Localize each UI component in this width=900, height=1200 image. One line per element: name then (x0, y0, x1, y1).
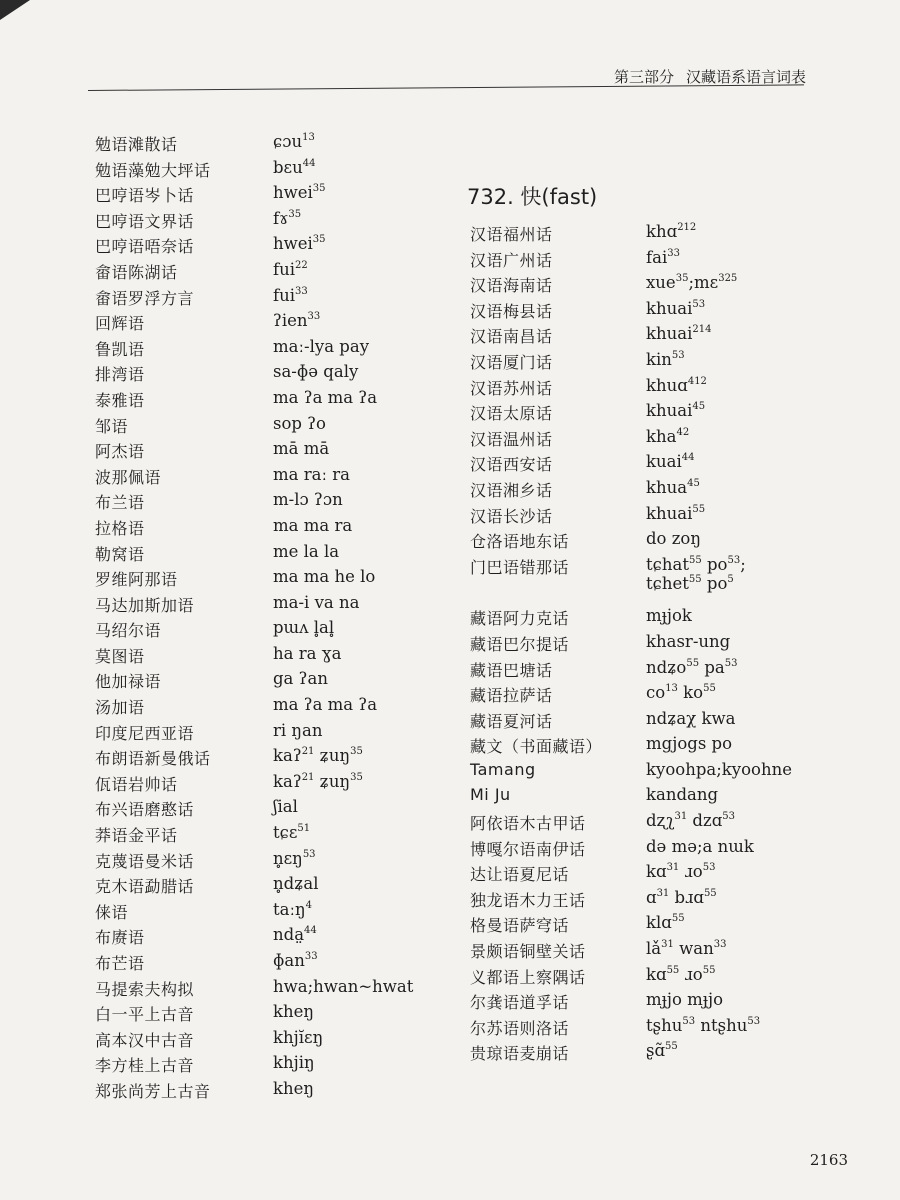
transcription-value: khjĭɛŋ (273, 1027, 324, 1047)
language-label: 克蔑语曼米话 (95, 851, 195, 871)
transcription-value: ɸan$^{33}$ (273, 951, 318, 970)
transcription-value: kaʔ$^{21}$ ʑuŋ$^{35}$ (273, 746, 363, 766)
transcription-value: khasr-ung (646, 631, 731, 651)
transcription-value: ma raː ra (273, 464, 350, 484)
transcription-value: taːŋ$^4$ (273, 899, 313, 919)
transcription-value: dʐʅ$^{31}$ dzɑ$^{53}$ (646, 811, 735, 831)
transcription-value: mɟjo mɟjo (646, 990, 724, 1010)
transcription-value: khuai$^{53}$ (646, 298, 706, 318)
transcription-value: khuai$^{45}$ (646, 401, 706, 421)
language-label: 布兰语 (95, 493, 145, 513)
language-label: 藏语巴塘话 (470, 660, 553, 680)
language-label: 仓洛语地东话 (470, 532, 570, 552)
transcription-value: tɕhat$^{55}$ $po^{53}$; tɕhet$^{55}$ $po^5$ (646, 554, 746, 593)
transcription-value: fɤ$^{35}$ (273, 208, 302, 228)
language-label: 阿依语木古甲话 (470, 814, 586, 834)
transcription-value: me la la (273, 541, 340, 561)
language-label: 罗维阿那语 (95, 570, 178, 590)
language-label: 格曼语萨穹话 (470, 916, 570, 936)
language-label: 独龙语木力王话 (470, 890, 586, 910)
section-title: 732. 快(fast) (467, 185, 598, 209)
language-label: 佤语岩帅话 (95, 774, 178, 794)
transcription-value: ʂɑ̃$^{55}$ (646, 1041, 678, 1061)
transcription-value: ga ʔan (273, 669, 328, 689)
transcription-value: khuɑ$^{412}$ (646, 375, 707, 395)
language-label: 汉语长沙话 (470, 506, 553, 526)
transcription-value: kyoohpa;kyoohne (646, 759, 792, 779)
transcription-value: hwei$^{35}$ (273, 183, 326, 203)
transcription-value: pɯʌ l̥al̥ (273, 618, 335, 638)
language-label: Mi Ju (470, 785, 511, 805)
corner-shadow (0, 0, 30, 20)
language-label: 汤加语 (95, 698, 145, 718)
language-label: 义都语上察隅话 (470, 967, 586, 987)
language-label: Tamang (470, 759, 536, 779)
language-label: 他加禄语 (95, 672, 162, 692)
transcription-value: kheŋ (273, 1002, 315, 1022)
transcription-value: n̥ɛŋ$^{53}$ (273, 848, 316, 868)
transcription-value: tʂhu$^{53}$ ntʂhu$^{53}$ (646, 1015, 761, 1035)
transcription-value: bɛu$^{44}$ (273, 157, 316, 177)
transcription-value: khuai$^{55}$ (646, 503, 706, 523)
language-label: 贵琼语麦崩话 (470, 1044, 570, 1064)
language-label: 藏文（书面藏语） (470, 737, 603, 757)
language-label: 景颇语铜壁关话 (470, 942, 586, 962)
transcription-value: mā mā (273, 439, 330, 459)
language-label: 拉格语 (95, 518, 145, 538)
language-label: 汉语温州话 (470, 429, 553, 449)
language-label: 汉语太原话 (470, 404, 553, 424)
transcription-value: $lǎ^{31}$ wan$^{33}$ (646, 939, 727, 959)
language-label: 俫语 (95, 902, 129, 922)
language-label: 汉语海南话 (470, 276, 553, 296)
language-label: 莽语金平话 (95, 826, 178, 846)
transcription-value: khɑ$^{212}$ (646, 222, 697, 241)
language-label: 鲁凯语 (95, 339, 145, 359)
language-label: 阿杰语 (95, 442, 145, 462)
language-label: 布兴语磨憨话 (95, 800, 195, 820)
transcription-value: hwei$^{35}$ (273, 234, 326, 254)
transcription-value: ma ma he lo (273, 567, 376, 587)
transcription-value: tɕɛ$^{51}$ (273, 823, 311, 843)
transcription-value: kɑ$^{31}$ ɹo$^{53}$ (646, 862, 716, 882)
language-label: 汉语西安话 (470, 455, 553, 475)
language-label: 马绍尔语 (95, 621, 162, 641)
transcription-value: ndʑaχ kwa (646, 708, 736, 728)
transcription-value: də mə;a nɯk (646, 836, 754, 856)
transcription-value: ʃial (273, 797, 298, 817)
transcription-value: fai$^{33}$ (646, 247, 680, 267)
language-label: 莫图语 (95, 646, 145, 666)
language-label: 畲语陈湖话 (95, 262, 178, 282)
language-label: 马达加斯加语 (95, 595, 195, 615)
language-label: 勉语滩散话 (95, 135, 178, 154)
header-title: 汉藏语系语言词表 (685, 68, 806, 86)
transcription-value: ma ma ra (273, 515, 353, 535)
language-label: 汉语福州话 (470, 225, 553, 244)
language-label: 勒窝语 (95, 544, 145, 564)
transcription-value: ma-i va na (273, 592, 360, 612)
language-label: 尔苏语则洛话 (470, 1018, 570, 1038)
language-label: 藏语拉萨话 (470, 686, 553, 706)
language-label: 汉语南昌话 (470, 327, 553, 347)
header-part: 第三部分 (613, 68, 674, 86)
language-label: 巴哼语文界话 (95, 211, 195, 231)
language-label: 汉语梅县话 (470, 301, 553, 321)
transcription-value: kha$^{42}$ (646, 426, 690, 446)
language-label: 波那佩语 (95, 467, 162, 487)
language-label: 达让语夏尼话 (470, 865, 570, 885)
language-label: 汉语厦门话 (470, 352, 553, 372)
language-label: 藏语阿力克话 (470, 609, 570, 629)
language-label: 布芒语 (95, 954, 145, 973)
transcription-value: klɑ$^{55}$ (646, 913, 685, 933)
transcription-value: sop ʔo (273, 413, 326, 433)
transcription-value: ɕɔu$^{13}$ (273, 132, 315, 151)
language-label: 邹语 (95, 416, 129, 436)
language-label: 李方桂上古音 (95, 1056, 195, 1076)
transcription-value: khua$^{45}$ (646, 477, 700, 497)
transcription-value: mɟjok (646, 606, 692, 626)
transcription-value: nda̤$^{44}$ (273, 925, 317, 945)
language-label: 泰雅语 (95, 390, 145, 410)
transcription-value: kuai$^{44}$ (646, 452, 695, 472)
transcription-value: xue$^{35}$;mɛ$^{325}$ (646, 273, 738, 293)
transcription-value: ndʑo$^{55}$ $pa^{53}$ (646, 657, 738, 677)
transcription-value: mgjogs po (646, 734, 733, 754)
transcription-value: kandang (646, 785, 719, 805)
language-label: 巴哼语岑卜话 (95, 186, 195, 206)
transcription-value: kaʔ$^{21}$ ʑuŋ$^{35}$ (273, 771, 363, 791)
transcription-value: hwa;hwan~hwat (273, 976, 414, 996)
language-label: 博嘎尔语南伊话 (470, 839, 586, 859)
language-label: 白一平上古音 (95, 1005, 195, 1025)
language-label: 畲语罗浮方言 (95, 288, 195, 308)
language-label: 汉语湘乡话 (470, 480, 553, 500)
language-label: 布赓语 (95, 928, 145, 948)
language-label: 汉语苏州话 (470, 378, 553, 398)
transcription-value: fui$^{33}$ (273, 285, 308, 305)
transcription-value: ri ŋan (273, 720, 323, 740)
transcription-value: fui$^{22}$ (273, 259, 308, 279)
language-label: 布朗语新曼俄话 (95, 749, 211, 769)
language-label: 郑张尚芳上古音 (95, 1081, 211, 1101)
language-label: 高本汉中古音 (95, 1030, 195, 1050)
transcription-value: kin$^{53}$ (646, 349, 685, 369)
language-label: 马提索夫构拟 (95, 979, 195, 999)
transcription-value: do zoŋ (646, 529, 701, 549)
transcription-value: maː-lya pay (273, 336, 370, 356)
transcription-value: sa-ɸə qaly (273, 362, 359, 382)
language-label: 排湾语 (95, 365, 145, 385)
language-label: 汉语广州话 (470, 250, 553, 270)
transcription-value: ma ʔa ma ʔa (273, 695, 378, 715)
language-label: 印度尼西亚语 (95, 723, 195, 743)
language-label: 藏语夏河话 (470, 711, 553, 731)
transcription-value: kheŋ (273, 1078, 315, 1098)
transcription-value: ʔien$^{33}$ (273, 311, 321, 331)
transcription-value: ma ʔa ma ʔa (273, 387, 378, 407)
language-label: 藏语巴尔提话 (470, 634, 570, 654)
language-label: 门巴语错那话 (470, 557, 570, 577)
transcription-value: khjiŋ (273, 1053, 315, 1073)
transcription-value: ha ra ɣa (273, 643, 342, 663)
transcription-value: kɑ$^{55}$ ɹo$^{55}$ (646, 964, 716, 984)
language-label: 回辉语 (95, 314, 145, 334)
transcription-value: khuai$^{214}$ (646, 324, 712, 344)
transcription-value: m-lɔ ʔɔn (273, 490, 343, 510)
page-number: 2163 (809, 1151, 848, 1169)
transcription-value: n̥dʑal (273, 874, 319, 894)
language-label: 巴哼语唔奈话 (95, 237, 195, 257)
language-label: 勉语藻勉大坪话 (95, 160, 211, 180)
language-label: 克木语勐腊话 (95, 877, 195, 897)
language-label: 尔龚语道孚话 (470, 993, 570, 1013)
transcription-value: ɑ$^{31}$ bɹɑ$^{55}$ (646, 887, 717, 907)
header-rule (88, 84, 804, 91)
transcription-value: $co^{13}$ $ko^{55}$ (646, 683, 716, 703)
